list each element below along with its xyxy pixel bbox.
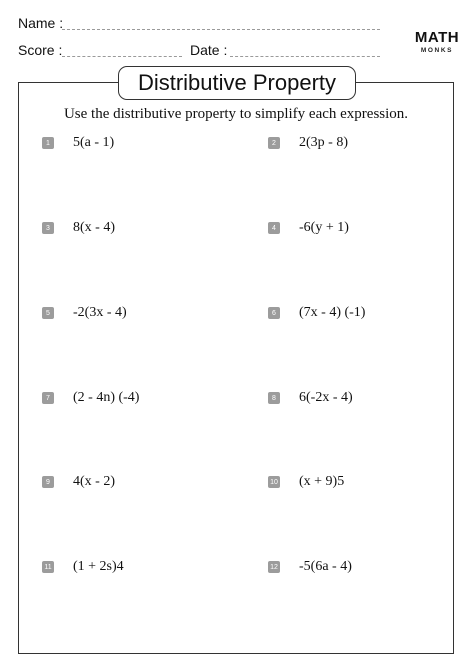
problem-number-badge: 2 [268, 137, 280, 149]
problem-expression: (1 + 2s)4 [73, 559, 124, 574]
problem-expression: 5(a - 1) [73, 135, 115, 150]
problem-number-badge: 11 [42, 561, 54, 573]
date-label: Date : [190, 42, 228, 58]
problem-6 [268, 305, 365, 321]
problem-number-badge: 8 [268, 392, 280, 404]
date-line[interactable] [230, 56, 380, 57]
instructions: Use the distributive property to simplify each expression. [63, 106, 409, 122]
problem-2 [268, 135, 348, 151]
problem-expression: 6(-2x - 4) [299, 390, 353, 405]
name-label: Name : [18, 15, 64, 31]
logo-main-text: MATH [414, 29, 460, 46]
problem-expression: -6(y + 1) [299, 220, 349, 235]
problem-expression: (x + 9)5 [299, 474, 345, 489]
problem-7 [42, 390, 139, 406]
score-line[interactable] [62, 56, 182, 57]
problem-4 [268, 220, 349, 236]
problem-3 [42, 220, 115, 236]
problem-expression: 4(x - 2) [73, 474, 115, 489]
problem-number-badge: 12 [268, 561, 280, 573]
problem-expression: (7x - 4) (-1) [299, 305, 366, 320]
problem-10 [268, 474, 344, 490]
worksheet-title: Distributive Property [118, 66, 356, 100]
problem-12 [268, 559, 352, 575]
problem-11 [42, 559, 124, 575]
problem-number-badge: 7 [42, 392, 54, 404]
problem-expression: 2(3p - 8) [299, 135, 348, 150]
problem-1 [42, 135, 114, 151]
problem-5 [42, 305, 127, 321]
problem-number-badge: 5 [42, 307, 54, 319]
score-label: Score : [18, 42, 63, 58]
problem-number-badge: 3 [42, 222, 54, 234]
problem-number-badge: 1 [42, 137, 54, 149]
problem-9 [42, 474, 115, 490]
problem-8 [268, 390, 353, 406]
problem-expression: (2 - 4n) (-4) [73, 390, 140, 405]
problem-expression: -2(3x - 4) [73, 305, 127, 320]
problem-number-badge: 9 [42, 476, 54, 488]
math-monks-logo [412, 30, 462, 55]
problem-expression: -5(6a - 4) [299, 559, 352, 574]
problem-number-badge: 10 [268, 476, 280, 488]
logo-sub-text: MONKS [420, 47, 454, 54]
problem-number-badge: 6 [268, 307, 280, 319]
problem-number-badge: 4 [268, 222, 280, 234]
problem-expression: 8(x - 4) [73, 220, 115, 235]
name-line[interactable] [62, 29, 380, 30]
